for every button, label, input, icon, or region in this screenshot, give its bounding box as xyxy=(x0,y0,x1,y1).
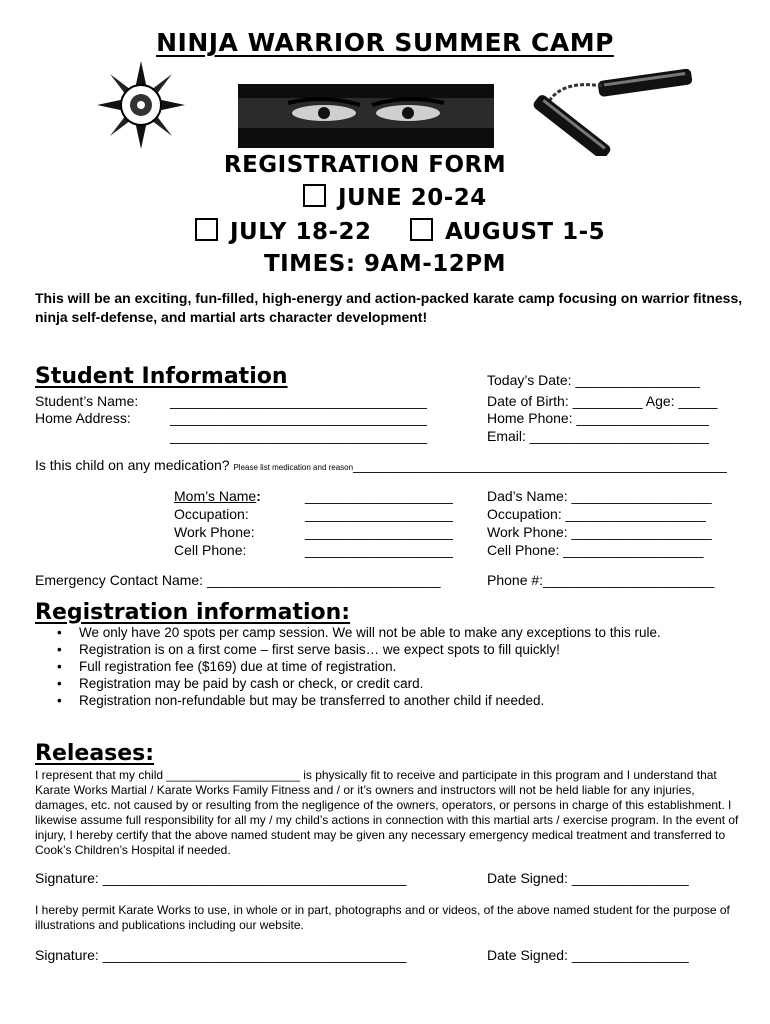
session-august xyxy=(410,218,605,245)
nunchucks-icon xyxy=(520,60,696,156)
camp-times: TIMES: 9AM-12PM xyxy=(263,251,507,277)
list-item: • Registration non-refundable but may be transferred to another child if needed. xyxy=(35,692,661,709)
mom-name-field[interactable]: ___________________ xyxy=(305,488,453,504)
mom-occupation-field[interactable]: ___________________ xyxy=(305,506,453,522)
date-signed-field-2[interactable]: Date Signed: _______________ xyxy=(487,947,689,963)
session-july xyxy=(195,218,372,245)
todays-date-field[interactable]: Today’s Date: ________________ xyxy=(487,372,701,388)
list-item: • We only have 20 spots per camp session. We will not be able to make any exceptions to this rule. xyxy=(35,624,661,641)
dad-work-phone-field[interactable]: Work Phone: __________________ xyxy=(487,524,712,540)
student-info-heading: Student Information xyxy=(35,364,288,389)
photo-release-paragraph: I hereby permit Karate Works to use, in whole or in part, photographs and or videos, of the above named student for the purpose of illustrations and publications including our website. xyxy=(35,903,730,932)
release-paragraph: I represent that my child ____________________ is physically fit to receive and participate in this program and I understand that Karate Works Martial / Karate Works Family Fitness and / or it’s owners and instructors will not be held liable for any injuries, damages, etc. not caused by or resulting from the negligence of the owners, operators, or persons in charge of this establishment. I likewise assume full responsibility for all my / my child’s actions in connection with this martial arts / exercise program. In the event of injury, I hereby certify that the above named student may be given any necessary emergency medical treatment and transferred to Cook’s Children’s Hospital if needed. xyxy=(35,768,739,857)
mom-work-phone-label: Work Phone: xyxy=(174,524,255,540)
home-address-field-2[interactable]: _________________________________ xyxy=(170,428,427,444)
session-july-label: JULY 18-22 xyxy=(230,219,372,245)
mom-work-phone-field[interactable]: ___________________ xyxy=(305,524,453,540)
medication-question: Is this child on any medication? xyxy=(35,457,230,473)
session-august-label: AUGUST 1-5 xyxy=(445,219,606,245)
mom-cell-phone-field[interactable]: ___________________ xyxy=(305,542,453,558)
mom-occupation-label: Occupation: xyxy=(174,506,249,522)
signature-field-2[interactable]: Signature: _______________________________________ xyxy=(35,947,407,963)
releases-heading: Releases: xyxy=(35,741,155,766)
students-name-field[interactable]: _________________________________ xyxy=(170,393,427,409)
email-field[interactable]: Email: _______________________ xyxy=(487,428,709,444)
moms-name-label xyxy=(174,488,261,504)
medication-field[interactable]: ________________________________________________ xyxy=(353,457,727,473)
dad-occupation-field[interactable]: Occupation: __________________ xyxy=(487,506,706,522)
session-june-label: JUNE 20-24 xyxy=(338,185,487,211)
emergency-contact-field[interactable]: Emergency Contact Name: ______________________________ xyxy=(35,572,441,588)
ninja-eyes-image xyxy=(238,84,494,148)
session-june xyxy=(303,184,487,211)
mom-cell-phone-label: Cell Phone: xyxy=(174,542,247,558)
list-item: • Registration is on a first come – first serve basis… we expect spots to fill quickly! xyxy=(35,641,661,658)
date-signed-field-1[interactable]: Date Signed: _______________ xyxy=(487,870,689,886)
list-item: • Registration may be paid by cash or check, or credit card. xyxy=(35,675,661,692)
medication-hint: Please list medication and reason xyxy=(233,463,354,472)
checkbox-june[interactable] xyxy=(303,184,326,207)
checkbox-august[interactable] xyxy=(410,218,433,241)
dads-name-field[interactable]: Dad’s Name: __________________ xyxy=(487,488,712,504)
checkbox-july[interactable] xyxy=(195,218,218,241)
dob-age-field[interactable]: Date of Birth: _________ Age: _____ xyxy=(487,393,718,409)
home-phone-field[interactable]: Home Phone: _________________ xyxy=(487,410,709,426)
home-address-label: Home Address: xyxy=(35,410,131,426)
emergency-phone-field[interactable]: Phone #:______________________ xyxy=(487,572,715,588)
intro-paragraph: This will be an exciting, fun-filled, high-energy and action-packed karate camp focusing on warrior fitness, ninja self-defense, and martial arts character development! xyxy=(35,290,743,325)
page-title: NINJA WARRIOR SUMMER CAMP xyxy=(156,28,614,57)
list-item: • Full registration fee ($169) due at time of registration. xyxy=(35,658,661,675)
home-address-field-1[interactable]: _________________________________ xyxy=(170,410,427,426)
registration-info-list xyxy=(35,624,661,709)
shuriken-icon xyxy=(88,60,194,150)
medication-row xyxy=(35,457,727,473)
dad-cell-phone-field[interactable]: Cell Phone: __________________ xyxy=(487,542,704,558)
signature-field-1[interactable]: Signature: _______________________________________ xyxy=(35,870,407,886)
students-name-label: Student’s Name: xyxy=(35,393,139,409)
registration-form-heading: REGISTRATION FORM xyxy=(223,152,507,178)
registration-info-heading: Registration information: xyxy=(35,600,351,625)
moms-name-text: Mom’s Name xyxy=(174,488,257,504)
moms-name-colon: : xyxy=(256,488,261,504)
